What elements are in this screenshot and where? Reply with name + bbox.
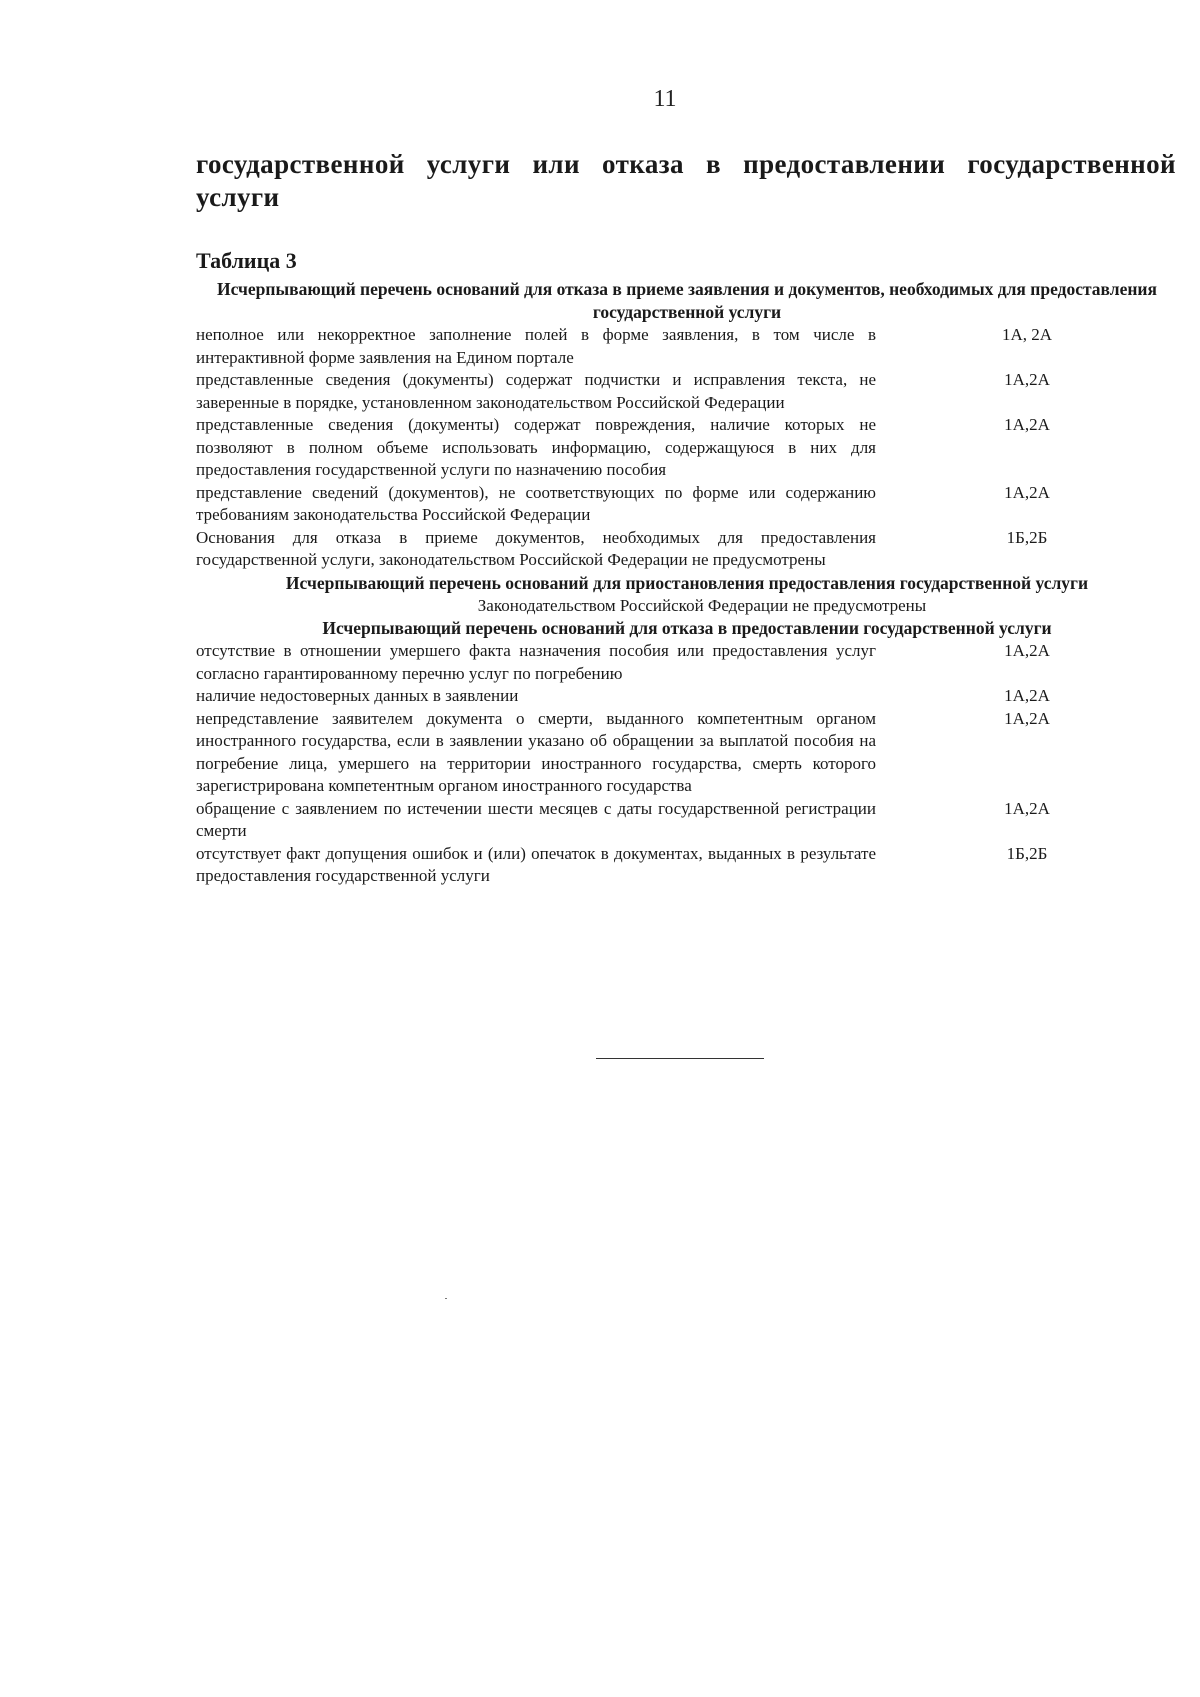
section-title-refusal-service: Исчерпывающий перечень оснований для отказа в предоставлении государственной услуги <box>322 618 1052 638</box>
table-row <box>196 369 1178 414</box>
page-number: 11 <box>653 86 677 112</box>
table-row <box>196 708 1178 798</box>
row-code: 1Б,2Б <box>1006 527 1048 547</box>
footnote-separator-line <box>596 1058 764 1059</box>
table-row <box>196 527 1178 572</box>
row-code: 1А, 2А <box>1001 325 1053 344</box>
table-row <box>196 798 1178 843</box>
row-code: 1А,2А <box>1004 482 1050 502</box>
table-row <box>196 324 1178 369</box>
section-heading: государственной услуги или отказа в предоставлении государственной услуги <box>196 149 1176 212</box>
row-code: 1А,2А <box>1004 370 1050 389</box>
row-text: наличие недостоверных данных в заявлении <box>196 686 519 705</box>
row-text: представленные сведения (документы) содержат повреждения, наличие которых не позволяют в полном объеме использовать информацию, содержащуюся в них для предоставления государственной услуги по назначению пособия <box>196 415 876 479</box>
row-text: непредставление заявителем документа о смерти, выданного компетентным органом иностранного государства, если в заявлении указано об обращении за выплатой пособия на погребение лица, умершего на территории иностранного государства, смерть которого зарегистрирована компетентным органом иностранного государства <box>196 708 876 795</box>
row-text: Основания для отказа в приеме документов, необходимых для предоставления государственной услуги, законодательством Российской Федерации не предусмотрены <box>196 527 876 569</box>
table-row <box>196 843 1178 888</box>
grounds-table <box>196 278 1178 888</box>
row-code: 1А,2А <box>1004 415 1050 434</box>
table-row <box>196 414 1178 482</box>
row-text: обращение с заявлением по истечении шести месяцев с даты государственной регистрации смерти <box>196 798 876 840</box>
row-code: 1А,2А <box>1004 641 1050 660</box>
row-code: 1Б,2Б <box>1006 843 1048 863</box>
row-code: 1А,2А <box>1004 798 1050 818</box>
row-code: 1А,2А <box>1004 708 1050 728</box>
row-text: представленные сведения (документы) содержат подчистки и исправления текста, не заверенные в порядке, установленном законодательством Российской Федерации <box>196 370 876 412</box>
table-row <box>196 640 1178 685</box>
table-row <box>196 685 1178 708</box>
row-text: представление сведений (документов), не соответствующих по форме или содержанию требованиям законодательства Российской Федерации <box>196 482 876 524</box>
section-note: Законодательством Российской Федерации не предусмотрены <box>477 595 927 615</box>
table-row <box>196 482 1178 527</box>
row-code: 1А,2А <box>1004 686 1050 705</box>
row-text: отсутствие в отношении умершего факта назначения пособия или предоставления услуг согласно гарантированному перечню услуг по погребению <box>196 641 876 683</box>
row-text: отсутствует факт допущения ошибок и (или) опечаток в документах, выданных в результате предоставления государственной услуги <box>196 843 876 885</box>
scan-speck <box>445 1298 447 1299</box>
section-title-suspension: Исчерпывающий перечень оснований для приостановления предоставления государственной услуги <box>285 572 1089 593</box>
row-text: неполное или некорректное заполнение полей в форме заявления, в том числе в интерактивной форме заявления на Едином портале <box>196 325 876 367</box>
table-label: Таблица 3 <box>196 248 297 273</box>
section-title-refusal-acceptance: Исчерпывающий перечень оснований для отказа в приеме заявления и документов, необходимых для предоставления государственной услуги <box>217 279 1157 322</box>
